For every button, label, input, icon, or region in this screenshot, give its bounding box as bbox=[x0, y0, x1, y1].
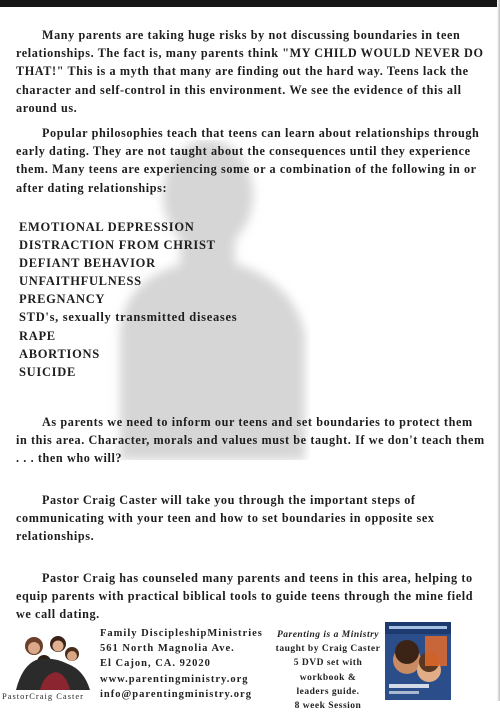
photo-caption: PastorCraig Caster bbox=[2, 691, 84, 701]
list-item: STD's, sexually transmitted diseases bbox=[19, 310, 238, 325]
paragraph-text: Pastor Craig Caster will take you through the important steps of communicating with your teen and how to set boundaries in opposite sex relationships. bbox=[16, 493, 435, 544]
closing-paragraph-2 bbox=[16, 491, 486, 546]
address-line-2: El Cajon, CA. 92020 bbox=[100, 658, 211, 670]
address-line-1: 561 North Magnolia Ave. bbox=[100, 643, 235, 655]
intro-paragraph-1 bbox=[16, 26, 486, 117]
contact-block bbox=[100, 626, 263, 702]
list-item: ABORTIONS bbox=[19, 346, 100, 361]
product-line: 8 week Session bbox=[294, 701, 362, 712]
closing-paragraph-3 bbox=[16, 569, 486, 624]
paragraph-text: Popular philosophies teach that teens can learn about relationships through early dating. They are not taught about the consequences until they experience them. Many teens are experiencing some or a combination of the following in or after dating relationships: bbox=[16, 126, 480, 195]
product-line: 5 DVD set with workbook & bbox=[293, 658, 363, 683]
consequence-list bbox=[19, 218, 237, 381]
list-item: DEFIANT BEHAVIOR bbox=[19, 256, 156, 271]
product-line: leaders guide. bbox=[296, 686, 360, 697]
paragraph-text: Many parents are taking huge risks by not discussing boundaries in teen relationships. The fact is, many parents think "MY CHILD WOULD NEVER DO THAT!" This is a myth that many are finding out the hard way. Teens lack the character and self-control in this environment. We see the evidence of this all around us. bbox=[16, 28, 484, 115]
intro-paragraph-2 bbox=[16, 124, 486, 197]
website-link[interactable]: www.parentingministry.org bbox=[100, 673, 249, 685]
top-border bbox=[0, 0, 500, 7]
list-item: SUICIDE bbox=[19, 364, 76, 379]
closing-paragraph-1 bbox=[16, 413, 486, 468]
org-name: Family DiscipleshipMinistries bbox=[100, 628, 263, 639]
family-photo bbox=[12, 630, 92, 690]
list-item: UNFAITHFULNESS bbox=[19, 274, 142, 289]
paragraph-text: Pastor Craig has counseled many parents and teens in this area, helping to equip parents with practical biblical tools to guide teens through the mine field we call dating. bbox=[16, 571, 474, 622]
email-link[interactable]: info@parentingministry.org bbox=[100, 688, 252, 700]
paragraph-text: As parents we need to inform our teens and set boundaries to protect them in this area. Character, morals and values must be taught. If we don't teach them . . . then who will? bbox=[16, 415, 485, 466]
list-item: DISTRACTION FROM CHRIST bbox=[19, 238, 216, 253]
list-item: RAPE bbox=[19, 328, 56, 343]
list-item: PREGNANCY bbox=[19, 292, 106, 307]
product-line: taught by Craig Caster bbox=[275, 644, 381, 655]
product-description bbox=[272, 628, 384, 713]
dvd-cover-image bbox=[385, 622, 451, 700]
product-title: Parenting is a Ministry bbox=[276, 630, 380, 640]
list-item: EMOTIONAL DEPRESSION bbox=[19, 220, 195, 234]
